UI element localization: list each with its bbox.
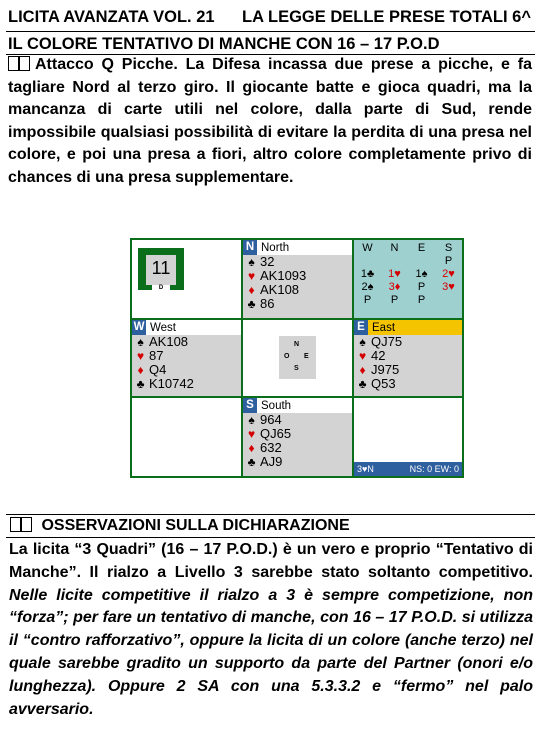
- west-badge: W: [133, 321, 145, 333]
- north-diamonds: AK108: [260, 282, 300, 297]
- west-clubs: K10742: [149, 376, 194, 391]
- club-icon: ♣: [358, 377, 367, 391]
- bid: 1♠: [415, 267, 428, 280]
- empty-cell: [130, 396, 243, 478]
- intro-text: Attacco Q Picche. La Difesa incassa due prese a picche, e fa tagliare Nord al terzo giro. Il giocante batte e gioca quadri, ma la mancanza di carte utili nel colore, dalla parte di Sud, rende impossibile qualsiasi possibilità di evitare la perdita di una presa nel colore, e poi una presa a fiori, altro colore completamente privo di chances di una presa supplementare.: [8, 56, 532, 186]
- east-spades: QJ75: [371, 334, 403, 349]
- north-clubs: 86: [260, 296, 275, 311]
- diamond-icon: ♦: [248, 441, 255, 455]
- board-number-frame: [138, 248, 184, 290]
- compass-cell: [241, 318, 354, 398]
- bid: [354, 254, 381, 267]
- board-number-cell: [130, 238, 243, 320]
- south-badge: S: [243, 398, 257, 413]
- north-hearts: AK1093: [260, 268, 307, 283]
- club-icon: ♣: [247, 455, 256, 469]
- bid: P: [444, 254, 453, 267]
- west-spades: AK108: [149, 334, 189, 349]
- bid: P: [363, 293, 372, 306]
- observations-body: [6, 538, 535, 721]
- heart-icon: ♥: [358, 349, 367, 363]
- west-hand: [130, 318, 243, 398]
- book-icon: [10, 517, 32, 531]
- north-spades: 32: [260, 254, 275, 269]
- heart-icon: ♥: [136, 349, 145, 363]
- north-hand: [241, 238, 354, 320]
- bid: [408, 254, 435, 267]
- diamond-icon: ♦: [137, 363, 144, 377]
- heart-icon: ♥: [247, 427, 256, 441]
- north-badge: N: [243, 240, 257, 255]
- club-icon: ♣: [247, 297, 256, 311]
- south-diamonds: 632: [260, 440, 282, 455]
- bid: 3♦: [388, 280, 401, 293]
- section-subtitle: IL COLORE TENTATIVO DI MANCHE CON 16 – 17 P.O.D: [6, 31, 535, 55]
- bid: 1♣: [360, 267, 375, 280]
- south-spades: 964: [260, 412, 282, 427]
- contract: 3♥N: [357, 464, 374, 474]
- east-diamonds: J975: [371, 362, 400, 377]
- west-hearts: 87: [149, 348, 164, 363]
- south-hearts: QJ65: [260, 426, 292, 441]
- heart-icon: ♥: [247, 269, 256, 283]
- bid: P: [390, 293, 399, 306]
- east-clubs: Q53: [371, 376, 396, 391]
- diamond-icon: ♦: [359, 363, 366, 377]
- board-number: 11: [146, 255, 176, 285]
- book-icon: [8, 56, 30, 70]
- west-diamonds: Q4: [149, 362, 167, 377]
- auction-header: S: [444, 242, 453, 254]
- observations-p2: Nelle licite competitive il rialzo a 3 è sempre competizione, non “forza”; per fare un tentativo di manche, con 16 – 17 P.O.D. si utilizza il “contro rafforzativo”, oppure la licita di un colore (anche terzo) nel quale sarebbe gradito un supporto da parte del Partner (onori e/o lunghezza). Oppure 2 SA con una 5.3.3.2 e “fermo” nel palo avversario.: [9, 586, 533, 718]
- compass-rose: [279, 336, 316, 379]
- bid: 3♥: [442, 280, 455, 293]
- spade-icon: ♠: [137, 335, 144, 349]
- bid: [435, 293, 462, 306]
- diamond-icon: ♦: [248, 283, 255, 297]
- compass-north: N: [294, 341, 300, 348]
- auction-box: [352, 238, 464, 320]
- score: NS: 0 EW: 0: [409, 464, 459, 474]
- chapter-title: LA LEGGE DELLE PRESE TOTALI 6^: [242, 8, 531, 26]
- compass-south: S: [294, 365, 299, 372]
- club-icon: ♣: [136, 377, 145, 391]
- result-cell: [352, 396, 464, 478]
- bridge-board: [130, 238, 464, 478]
- spade-icon: ♠: [359, 335, 366, 349]
- bid: P: [417, 293, 426, 306]
- west-name: West: [150, 321, 176, 334]
- bid: P: [417, 280, 426, 293]
- observations-p1: La licita “3 Quadri” (16 – 17 P.O.D.) è un vero e proprio “Tentativo di Manche”. Il rialzo a Livello 3 sarebbe stato soltanto competitivo.: [9, 541, 533, 581]
- east-name: East: [372, 321, 396, 334]
- south-name: South: [261, 399, 292, 412]
- east-hand: [352, 318, 464, 398]
- observations-title: [6, 514, 535, 538]
- bid: [381, 254, 408, 267]
- dealer-marker: D: [152, 285, 170, 291]
- compass-east: E: [304, 353, 309, 360]
- south-clubs: AJ9: [260, 454, 283, 469]
- east-hearts: 42: [371, 348, 386, 363]
- auction-table: [354, 242, 462, 306]
- observations-section: [6, 514, 535, 721]
- bid: 2♥: [442, 267, 455, 280]
- auction-header: N: [390, 242, 399, 254]
- east-badge: E: [354, 320, 368, 335]
- spade-icon: ♠: [248, 413, 255, 427]
- result-bar: [354, 462, 462, 476]
- page-header: [6, 6, 535, 55]
- auction-header: E: [417, 242, 426, 254]
- bid: 1♥: [388, 267, 401, 280]
- north-name: North: [261, 241, 290, 254]
- intro-paragraph: [8, 54, 532, 189]
- observations-title-text: OSSERVAZIONI SULLA DICHIARAZIONE: [41, 517, 350, 534]
- series-title: LICITA AVANZATA VOL. 21: [8, 8, 215, 26]
- spade-icon: ♠: [248, 255, 255, 269]
- auction-header: W: [362, 242, 373, 254]
- south-hand: [241, 396, 354, 478]
- compass-west: O: [284, 353, 290, 360]
- bid: 2♠: [361, 280, 374, 293]
